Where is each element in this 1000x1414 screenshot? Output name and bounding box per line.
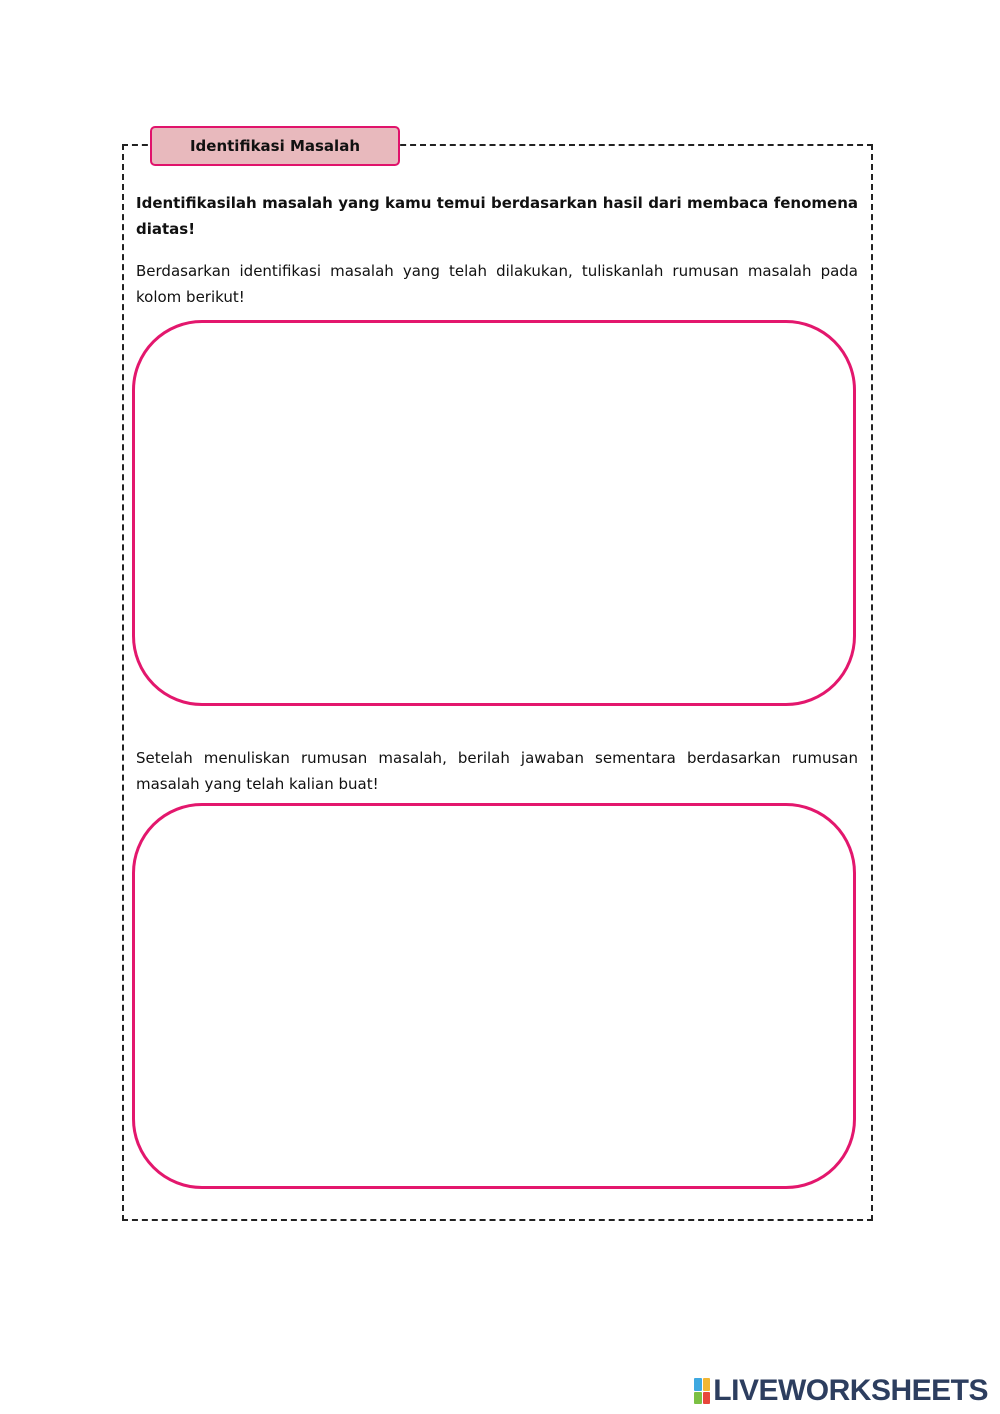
logo-square-red <box>703 1392 711 1405</box>
answer-box-hypothesis[interactable] <box>132 803 856 1189</box>
section-title: Identifikasi Masalah <box>150 126 400 166</box>
bold-instruction: Identifikasilah masalah yang kamu temui berdasarkan hasil dari membaca fenomena diatas! <box>136 194 858 238</box>
logo-square-green <box>694 1392 702 1405</box>
instruction-problem-formulation: Berdasarkan identifikasi masalah yang telah dilakukan, tuliskanlah rumusan masalah pada kolom berikut! <box>136 262 858 306</box>
brand-wordmark: LIVEWORKSHEETS <box>713 1374 988 1407</box>
logo-square-yellow <box>703 1378 711 1391</box>
liveworksheets-brand <box>694 1375 988 1407</box>
answer-box-problem-formulation[interactable] <box>132 320 856 706</box>
liveworksheets-logo-icon <box>694 1378 710 1404</box>
logo-square-blue <box>694 1378 702 1391</box>
instruction-hypothesis: Setelah menuliskan rumusan masalah, berilah jawaban sementara berdasarkan rumusan masalah yang telah kalian buat! <box>136 749 858 793</box>
